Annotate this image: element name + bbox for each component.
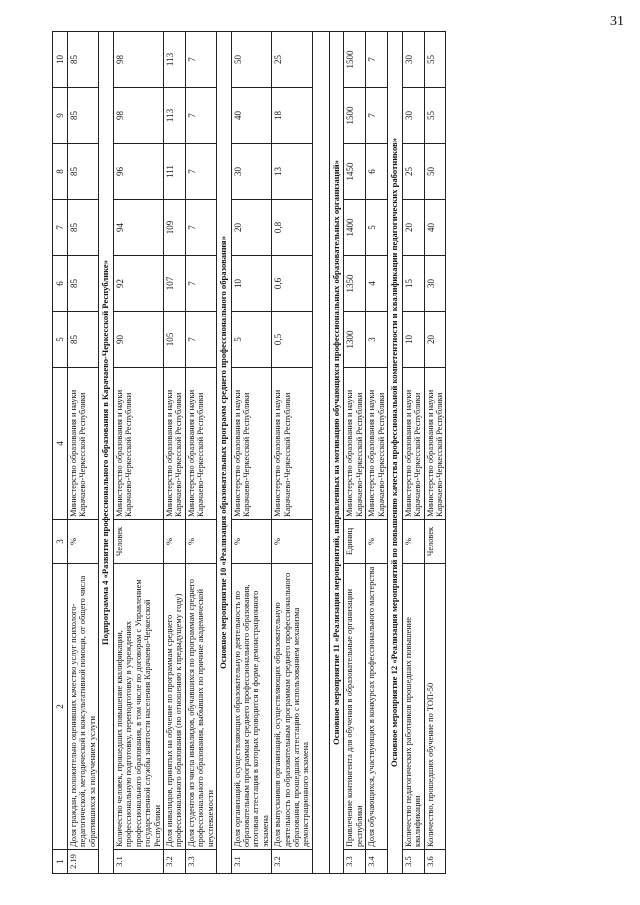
value-cell: 7: [185, 144, 216, 200]
value-cell: 20: [424, 312, 446, 368]
value-cell: 94: [113, 200, 163, 256]
executor-cell: Министерство образования и науки Карачаево-Черкесской Республики: [231, 368, 272, 520]
section-header-row: [388, 32, 403, 874]
value-cell: 50: [424, 144, 446, 200]
unit-cell: %: [366, 520, 388, 564]
value-cell: 30: [402, 32, 424, 88]
value-cell: 1400: [344, 200, 366, 256]
value-cell: 25: [272, 32, 313, 88]
unit-cell: Человек: [113, 520, 163, 564]
page-number: 31: [610, 14, 624, 29]
table-row: [424, 32, 446, 874]
value-cell: 7: [185, 256, 216, 312]
value-cell: 0,6: [272, 256, 313, 312]
value-cell: 30: [402, 88, 424, 144]
value-cell: 92: [113, 256, 163, 312]
header-cell: 8: [53, 144, 68, 200]
unit-cell: Единиц: [344, 520, 366, 564]
unit-cell: %: [231, 520, 272, 564]
table-row: [402, 32, 424, 874]
table-row: [272, 32, 313, 874]
row-number: 3.5: [402, 850, 424, 874]
rotated-table-container: [52, 32, 592, 874]
value-cell: 20: [231, 200, 272, 256]
value-cell: 1350: [344, 256, 366, 312]
value-cell: 105: [163, 312, 185, 368]
value-cell: 113: [163, 88, 185, 144]
header-cell: 4: [53, 368, 68, 520]
table-row: [163, 32, 185, 874]
value-cell: 25: [402, 144, 424, 200]
table-row: [366, 32, 388, 874]
value-cell: 0,5: [272, 312, 313, 368]
value-cell: 1500: [344, 32, 366, 88]
value-cell: 98: [113, 88, 163, 144]
value-cell: 5: [231, 312, 272, 368]
value-cell: 13: [272, 144, 313, 200]
section-title: Подпрограмма 4 «Развитие профессионального образования в Карачаево-Черкесской Республике»: [99, 32, 114, 874]
header-cell: 3: [53, 520, 68, 564]
section-title: Основное мероприятие 12 «Реализация мероприятий по повышению качества профессиональной компетентности и квалификации педагогических работников»: [388, 32, 403, 874]
spacer-row: [312, 32, 329, 874]
value-cell: 15: [402, 256, 424, 312]
value-cell: 96: [113, 144, 163, 200]
value-cell: 7: [185, 312, 216, 368]
unit-cell: %: [185, 520, 216, 564]
value-cell: 7: [366, 32, 388, 88]
header-cell: 7: [53, 200, 68, 256]
unit-cell: %: [272, 520, 313, 564]
executor-cell: Министерство образования и науки Карачаево-Черкесской Республики: [272, 368, 313, 520]
table-row: [185, 32, 216, 874]
value-cell: 7: [185, 200, 216, 256]
value-cell: 85: [68, 88, 99, 144]
row-number: 2.19: [68, 850, 99, 874]
executor-cell: Министерство образования и науки Карачаево-Черкесской Республики: [163, 368, 185, 520]
value-cell: 30: [231, 144, 272, 200]
value-cell: 0,8: [272, 200, 313, 256]
value-cell: 10: [231, 256, 272, 312]
executor-cell: Министерство образования и науки Карачаево-Черкесской Республики: [113, 368, 163, 520]
executor-cell: Министерство образования и науки Карачаево-Черкесской Республики: [402, 368, 424, 520]
indicator-name: Количество педагогических работников прошедших повышение квалификации: [402, 564, 424, 850]
spacer-cell: [312, 32, 329, 874]
value-cell: 90: [113, 312, 163, 368]
table-row: [68, 32, 99, 874]
header-cell: 9: [53, 88, 68, 144]
value-cell: 55: [424, 88, 446, 144]
indicator-name: Количество человек, прошедших повышение квалификации, профессиональную подготовку, переподготовку в учреждениях профессионального образования, в том числе по договорам с Управлением государственной службы занятости населения Карачаево-Черкесской Республики: [113, 564, 163, 850]
unit-cell: %: [402, 520, 424, 564]
value-cell: 1300: [344, 312, 366, 368]
value-cell: 6: [366, 144, 388, 200]
value-cell: 111: [163, 144, 185, 200]
unit-cell: Человек: [424, 520, 446, 564]
value-cell: 107: [163, 256, 185, 312]
row-number: 3.2: [272, 850, 313, 874]
indicator-name: Доля граждан, положительно оценивших качество услуг психолого-педагогической, методической и консультативной помощи, от общего числа обратившихся за получением услуги: [68, 564, 99, 850]
row-number: 3.3: [185, 850, 216, 874]
indicator-name: Доля инвалидов, принятых на обучение по программам среднего профессионального образования (по отношению к предыдущему году): [163, 564, 185, 850]
value-cell: 40: [231, 88, 272, 144]
value-cell: 5: [366, 200, 388, 256]
row-number: 3.6: [424, 850, 446, 874]
section-header-row: [329, 32, 344, 874]
value-cell: 85: [68, 144, 99, 200]
value-cell: 7: [366, 88, 388, 144]
table-row: [231, 32, 272, 874]
value-cell: 10: [402, 312, 424, 368]
value-cell: 85: [68, 312, 99, 368]
header-cell: 6: [53, 256, 68, 312]
value-cell: 7: [185, 88, 216, 144]
executor-cell: Министерство образования и науки Карачаево-Черкесской Республики: [344, 368, 366, 520]
header-cell: 2: [53, 564, 68, 850]
value-cell: 40: [424, 200, 446, 256]
row-number: 3.2: [163, 850, 185, 874]
unit-cell: %: [68, 520, 99, 564]
value-cell: 4: [366, 256, 388, 312]
value-cell: 113: [163, 32, 185, 88]
header-cell: 5: [53, 312, 68, 368]
value-cell: 109: [163, 200, 185, 256]
table-header-row: [53, 32, 68, 874]
value-cell: 50: [231, 32, 272, 88]
value-cell: 85: [68, 256, 99, 312]
executor-cell: Министерство образования и науки Карачаево-Черкесской Республики: [366, 368, 388, 520]
section-title: Основное мероприятие 11 «Реализация мероприятий, направленных на мотивацию обучающихся профессиональных образовательных организаций»: [329, 32, 344, 874]
value-cell: 20: [402, 200, 424, 256]
value-cell: 7: [185, 32, 216, 88]
indicator-name: Доля выпускников организаций, осуществляющих образовательную деятельность по образовательным программам среднего профессионального образования, прошедших аттестацию с использованием механизма демонстрационного экзамена: [272, 564, 313, 850]
row-number: 3.1: [113, 850, 163, 874]
section-header-row: [216, 32, 231, 874]
indicator-name: Привлечение контингента для обучения в образовательные организации республики: [344, 564, 366, 850]
executor-cell: Министерство образования и науки Карачаево-Черкесской Республики: [424, 368, 446, 520]
row-number: 3.4: [366, 850, 388, 874]
indicators-table: [52, 31, 446, 874]
table-row: [113, 32, 163, 874]
header-cell: 10: [53, 32, 68, 88]
value-cell: 1450: [344, 144, 366, 200]
indicator-name: Доля студентов из числа инвалидов, обучавшихся по программам среднего профессионального образования, выбывших по причине академической неуспеваемости: [185, 564, 216, 850]
value-cell: 1500: [344, 88, 366, 144]
value-cell: 85: [68, 32, 99, 88]
value-cell: 3: [366, 312, 388, 368]
executor-cell: Министерство образования и науки Карачаево-Черкесской Республики: [185, 368, 216, 520]
indicator-name: Доля обучающихся, участвующих в конкурсах профессионального мастерства: [366, 564, 388, 850]
value-cell: 18: [272, 88, 313, 144]
indicator-name: Количество, прошедших обучение по ТОП-50: [424, 564, 446, 850]
value-cell: 98: [113, 32, 163, 88]
indicator-name: Доля организаций, осуществляющих образовательную деятельность по образовательным программам среднего профессионального образования, итоговая аттестация в которых проводится в форме демонстрационного экзамена: [231, 564, 272, 850]
table-row: [344, 32, 366, 874]
row-number: 3.1: [231, 850, 272, 874]
section-header-row: [99, 32, 114, 874]
header-cell: 1: [53, 850, 68, 874]
executor-cell: Министерство образования и науки Карачаево-Черкесской Республики: [68, 368, 99, 520]
value-cell: 30: [424, 256, 446, 312]
section-title: Основное мероприятие 10 «Реализация образовательных программ среднего профессионального образования»: [216, 32, 231, 874]
unit-cell: %: [163, 520, 185, 564]
value-cell: 55: [424, 32, 446, 88]
row-number: 3.3: [344, 850, 366, 874]
value-cell: 85: [68, 200, 99, 256]
